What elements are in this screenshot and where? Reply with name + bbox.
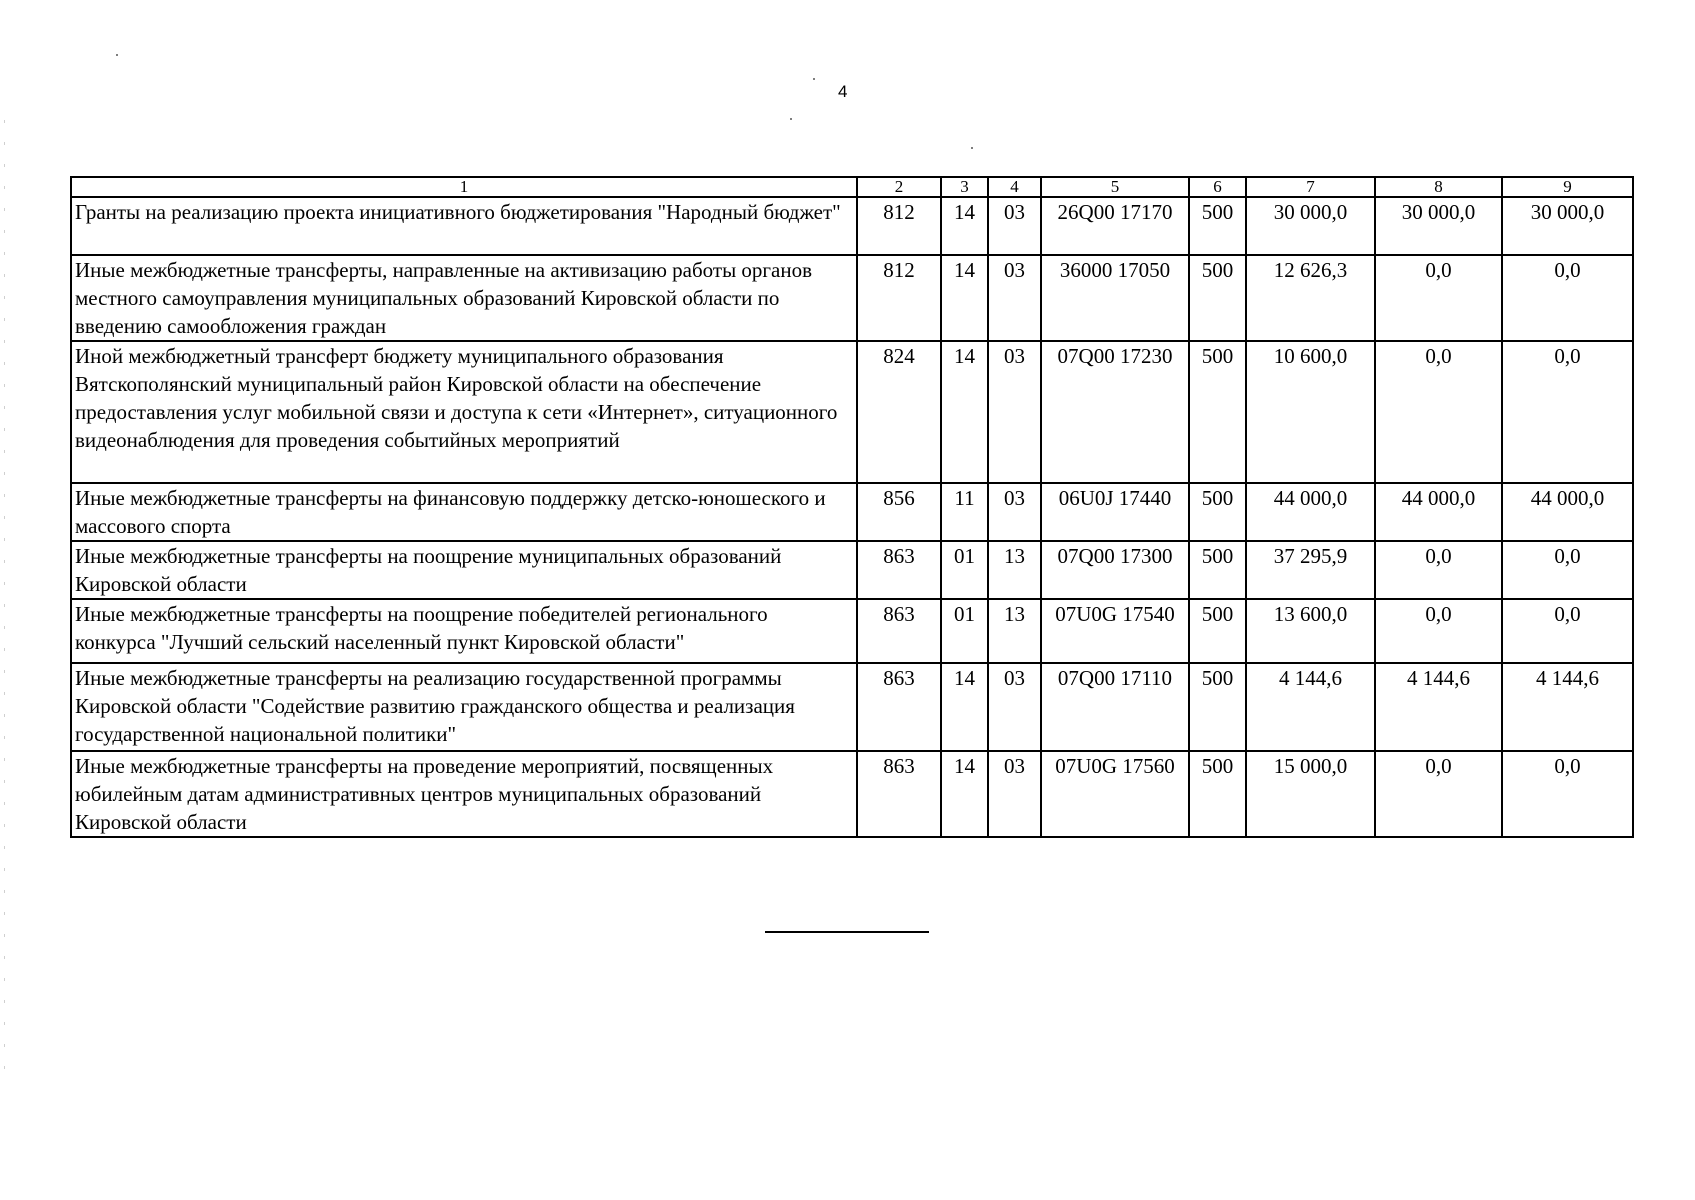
cell-ministry-code: 812 — [857, 255, 941, 341]
cell-amount-col9: 0,0 — [1502, 751, 1633, 837]
cell-section: 14 — [941, 663, 988, 751]
column-header: 6 — [1189, 177, 1246, 197]
cell-subsection: 13 — [988, 541, 1041, 599]
cell-target-article: 36000 17050 — [1041, 255, 1189, 341]
table-row — [71, 255, 1633, 341]
budget-table — [70, 176, 1634, 838]
cell-ministry-code: 863 — [857, 751, 941, 837]
cell-amount-col7: 15 000,0 — [1246, 751, 1375, 837]
cell-subsection: 03 — [988, 197, 1041, 255]
row-description: Иной межбюджетный трансферт бюджету муниципального образования Вятскополянский муниципальный район Кировской области на обеспечение предоставления услуг мобильной связи и доступа к сети «Интернет», ситуационного видеонаблюдения для проведения событийных мероприятий — [71, 341, 857, 483]
row-description: Иные межбюджетные трансферты на проведение мероприятий, посвященных юбилейным датам административных центров муниципальных образований Кировской области — [71, 751, 857, 837]
cell-amount-col8: 0,0 — [1375, 751, 1502, 837]
cell-amount-col7: 4 144,6 — [1246, 663, 1375, 751]
cell-amount-col7: 12 626,3 — [1246, 255, 1375, 341]
cell-expense-type: 500 — [1189, 197, 1246, 255]
cell-amount-col9: 0,0 — [1502, 541, 1633, 599]
cell-expense-type: 500 — [1189, 541, 1246, 599]
row-description: Иные межбюджетные трансферты на поощрение победителей регионального конкурса "Лучший сельский населенный пункт Кировской области" — [71, 599, 857, 663]
cell-expense-type: 500 — [1189, 599, 1246, 663]
scan-speck — [971, 147, 973, 149]
scan-speck — [813, 78, 815, 80]
row-description: Гранты на реализацию проекта инициативного бюджетирования "Народный бюджет" — [71, 197, 857, 255]
table-row — [71, 751, 1633, 837]
cell-expense-type: 500 — [1189, 341, 1246, 483]
table-row — [71, 197, 1633, 255]
cell-amount-col9: 0,0 — [1502, 341, 1633, 483]
cell-amount-col9: 44 000,0 — [1502, 483, 1633, 541]
cell-ministry-code: 863 — [857, 663, 941, 751]
column-header: 9 — [1502, 177, 1633, 197]
cell-subsection: 03 — [988, 663, 1041, 751]
cell-section: 14 — [941, 255, 988, 341]
cell-amount-col9: 0,0 — [1502, 255, 1633, 341]
cell-amount-col8: 30 000,0 — [1375, 197, 1502, 255]
column-header: 3 — [941, 177, 988, 197]
row-description: Иные межбюджетные трансферты на финансовую поддержку детско-юношеского и массового спорта — [71, 483, 857, 541]
cell-section: 01 — [941, 599, 988, 663]
cell-amount-col7: 30 000,0 — [1246, 197, 1375, 255]
column-header: 5 — [1041, 177, 1189, 197]
row-description: Иные межбюджетные трансферты на реализацию государственной программы Кировской области "Содействие развитию гражданского общества и реализация государственной национальной политики" — [71, 663, 857, 751]
cell-section: 01 — [941, 541, 988, 599]
column-header: 1 — [71, 177, 857, 197]
cell-target-article: 07U0G 17560 — [1041, 751, 1189, 837]
cell-ministry-code: 863 — [857, 541, 941, 599]
cell-amount-col8: 0,0 — [1375, 599, 1502, 663]
table-row — [71, 599, 1633, 663]
table-row — [71, 663, 1633, 751]
cell-amount-col7: 13 600,0 — [1246, 599, 1375, 663]
cell-target-article: 26Q00 17170 — [1041, 197, 1189, 255]
cell-section: 14 — [941, 751, 988, 837]
cell-section: 14 — [941, 197, 988, 255]
cell-subsection: 13 — [988, 599, 1041, 663]
cell-ministry-code: 856 — [857, 483, 941, 541]
cell-amount-col8: 0,0 — [1375, 341, 1502, 483]
cell-amount-col7: 10 600,0 — [1246, 341, 1375, 483]
cell-ministry-code: 812 — [857, 197, 941, 255]
cell-subsection: 03 — [988, 483, 1041, 541]
table-row — [71, 541, 1633, 599]
cell-subsection: 03 — [988, 255, 1041, 341]
cell-amount-col9: 4 144,6 — [1502, 663, 1633, 751]
table-row — [71, 341, 1633, 483]
scan-edge-marks — [4, 120, 5, 1070]
cell-subsection: 03 — [988, 751, 1041, 837]
column-header: 7 — [1246, 177, 1375, 197]
scan-speck — [790, 118, 792, 120]
cell-section: 11 — [941, 483, 988, 541]
column-header: 4 — [988, 177, 1041, 197]
cell-amount-col9: 30 000,0 — [1502, 197, 1633, 255]
column-header: 2 — [857, 177, 941, 197]
cell-target-article: 06U0J 17440 — [1041, 483, 1189, 541]
row-description: Иные межбюджетные трансферты на поощрение муниципальных образований Кировской области — [71, 541, 857, 599]
cell-target-article: 07Q00 17300 — [1041, 541, 1189, 599]
column-header: 8 — [1375, 177, 1502, 197]
end-of-document-rule — [765, 931, 929, 933]
cell-amount-col9: 0,0 — [1502, 599, 1633, 663]
cell-amount-col8: 4 144,6 — [1375, 663, 1502, 751]
cell-ministry-code: 863 — [857, 599, 941, 663]
cell-amount-col7: 44 000,0 — [1246, 483, 1375, 541]
cell-target-article: 07U0G 17540 — [1041, 599, 1189, 663]
cell-amount-col8: 0,0 — [1375, 255, 1502, 341]
cell-expense-type: 500 — [1189, 663, 1246, 751]
row-description: Иные межбюджетные трансферты, направленные на активизацию работы органов местного самоуправления муниципальных образований Кировской области по введению самообложения граждан — [71, 255, 857, 341]
table-row — [71, 483, 1633, 541]
cell-amount-col8: 0,0 — [1375, 541, 1502, 599]
header-row — [71, 177, 1633, 197]
cell-expense-type: 500 — [1189, 255, 1246, 341]
cell-expense-type: 500 — [1189, 483, 1246, 541]
cell-amount-col8: 44 000,0 — [1375, 483, 1502, 541]
cell-expense-type: 500 — [1189, 751, 1246, 837]
page-number: 4 — [838, 82, 848, 101]
cell-ministry-code: 824 — [857, 341, 941, 483]
cell-target-article: 07Q00 17110 — [1041, 663, 1189, 751]
cell-amount-col7: 37 295,9 — [1246, 541, 1375, 599]
cell-subsection: 03 — [988, 341, 1041, 483]
scan-speck — [116, 54, 118, 56]
cell-section: 14 — [941, 341, 988, 483]
cell-target-article: 07Q00 17230 — [1041, 341, 1189, 483]
